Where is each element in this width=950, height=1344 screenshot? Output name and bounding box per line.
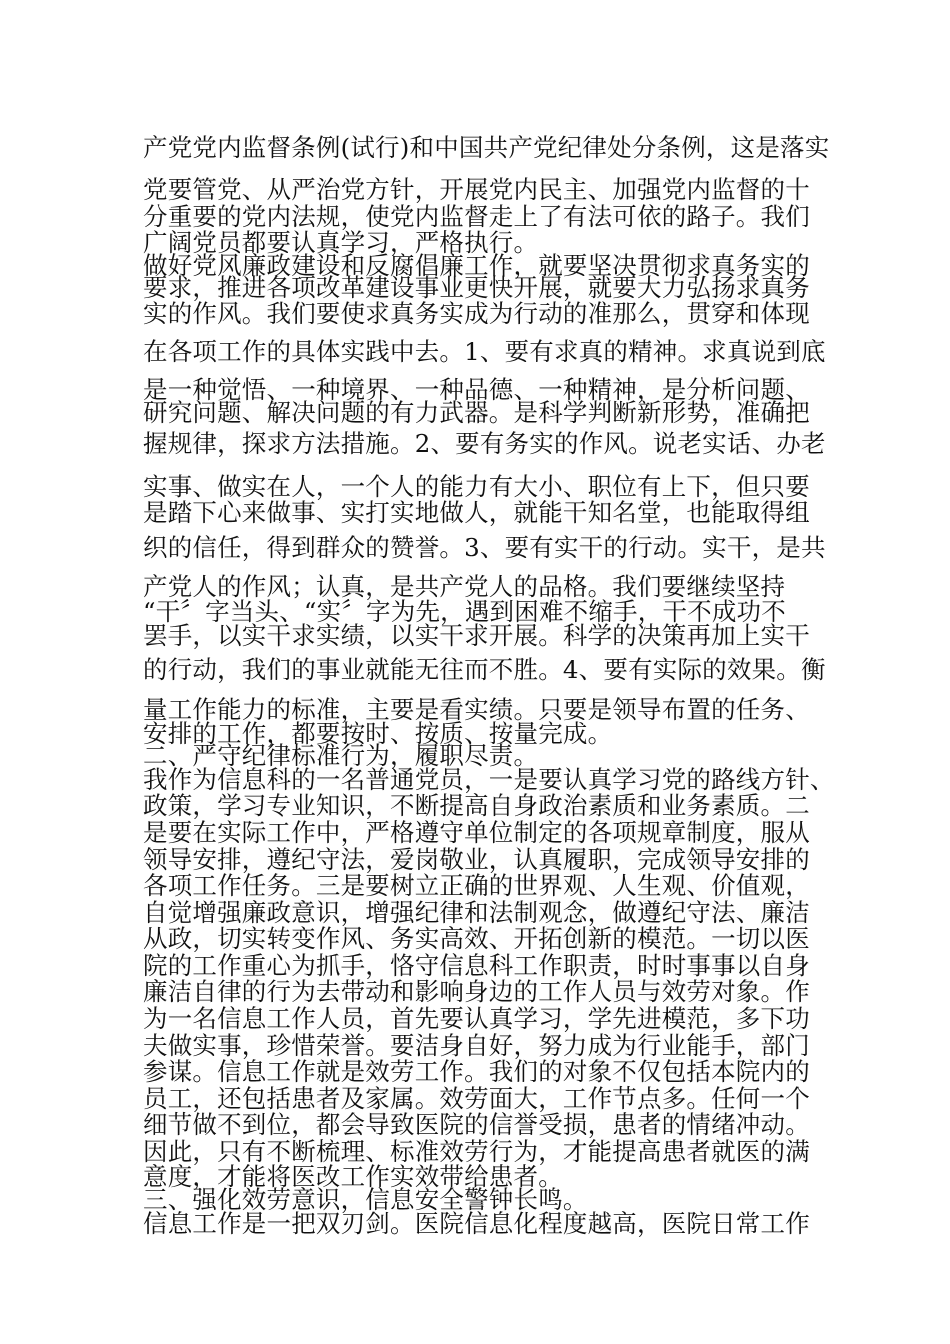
text-line: 意度，才能将医改工作实效带给患者。 bbox=[143, 1162, 563, 1191]
text-line: 因此，只有不断梳理、标准效劳行为，才能提高患者就医的满 bbox=[143, 1137, 810, 1166]
text-line: 产党人的作风；认真，是共产党人的品格。我们要继续坚持 bbox=[143, 572, 786, 601]
text-line: 是一种觉悟、一种境界、一种品德、一种精神，是分析问题、 bbox=[143, 375, 810, 404]
text-line: 分重要的党内法规，使党内监督走上了有法可依的路子。我们 bbox=[143, 202, 810, 231]
text-line: 握规律，探求方法措施。2、要有务实的作风。说老实话、办老 bbox=[143, 429, 826, 458]
text-line: 织的信任，得到群众的赞誉。3、要有实干的行动。实干，是共 bbox=[143, 533, 826, 562]
text-line: 的行动，我们的事业就能无往而不胜。4、要有实际的效果。衡 bbox=[143, 655, 826, 684]
text-line: 细节做不到位，都会导致医院的信誉受损，患者的情绪冲动。 bbox=[143, 1110, 810, 1139]
text-line: 为一名信息工作人员，首先要认真学习，学先进模范，多下功 bbox=[143, 1004, 810, 1033]
text-line: 政策，学习专业知识，不断提高自身政治素质和业务素质。二 bbox=[143, 791, 810, 820]
text-line: 员工，还包括患者及家属。效劳面大，工作节点多。任何一个 bbox=[143, 1084, 810, 1113]
text-line: 我作为信息科的一名普通党员，一是要认真学习党的路线方针、 bbox=[143, 765, 835, 794]
text-line: 研究问题、解决问题的有力武器。是科学判断新形势，准确把 bbox=[143, 398, 810, 427]
text-line: 信息工作是一把双刃剑。医院信息化程度越高，医院日常工作 bbox=[143, 1209, 810, 1238]
section-heading: 二、严守纪律标准行为，履职尽责。 bbox=[143, 741, 539, 770]
text-line: 实的作风。我们要使求真务实成为行动的准那么，贯穿和体现 bbox=[143, 299, 810, 328]
section-heading: 三、强化效劳意识，信息安全警钟长鸣。 bbox=[143, 1185, 588, 1214]
text-line: 量工作能力的标准，主要是看实绩。只要是领导布置的任务、 bbox=[143, 695, 810, 724]
text-line: 安排的工作，都要按时、按质、按量完成。 bbox=[143, 719, 613, 748]
text-line: 夫做实事，珍惜荣誉。要洁身自好，努力成为行业能手，部门 bbox=[143, 1031, 810, 1060]
text-line: 院的工作重心为抓手，恪守信息科工作职责，时时事事以自身 bbox=[143, 951, 810, 980]
text-line: 在各项工作的具体实践中去。1、要有求真的精神。求真说到底 bbox=[143, 337, 826, 366]
text-line: 是要在实际工作中，严格遵守单位制定的各项规章制度，服从 bbox=[143, 818, 810, 847]
text-line: 是踏下心来做事、实打实地做人，就能干知名堂，也能取得组 bbox=[143, 498, 810, 527]
text-line: 要求，推进各项改革建设事业更快开展，就要大力弘扬求真务 bbox=[143, 273, 810, 302]
text-line: 从政，切实转变作风、务实高效、开拓创新的模范。一切以医 bbox=[143, 924, 810, 953]
text-line: 实事、做实在人，一个人的能力有大小、职位有上下，但只要 bbox=[143, 472, 810, 501]
text-line: 广阔党员都要认真学习，严格执行。 bbox=[143, 228, 539, 257]
text-line: 自觉增强廉政意识，增强纪律和法制观念，做遵纪守法、廉洁 bbox=[143, 898, 810, 927]
text-line: “干〞字当头、“实〞字为先，遇到困难不缩手，干不成功不 bbox=[143, 597, 786, 626]
text-line: 廉洁自律的行为去带动和影响身边的工作人员与效劳对象。作 bbox=[143, 977, 810, 1006]
text-line: 领导安排，遵纪守法，爱岗敬业，认真履职，完成领导安排的 bbox=[143, 845, 810, 874]
text-line: 做好党风廉政建设和反腐倡廉工作，就要坚决贯彻求真务实的 bbox=[143, 251, 810, 280]
text-line: 罢手，以实干求实绩，以实干求开展。科学的决策再加上实干 bbox=[143, 621, 810, 650]
text-line: 各项工作任务。三是要树立正确的世界观、人生观、价值观， bbox=[143, 871, 810, 900]
text-line: 产党党内监督条例(试行)和中国共产党纪律处分条例，这是落实 bbox=[143, 133, 830, 162]
text-line: 参谋。信息工作就是效劳工作。我们的对象不仅包括本院内的 bbox=[143, 1057, 810, 1086]
text-line: 党要管党、从严治党方针，开展党内民主、加强党内监督的十 bbox=[143, 175, 810, 204]
